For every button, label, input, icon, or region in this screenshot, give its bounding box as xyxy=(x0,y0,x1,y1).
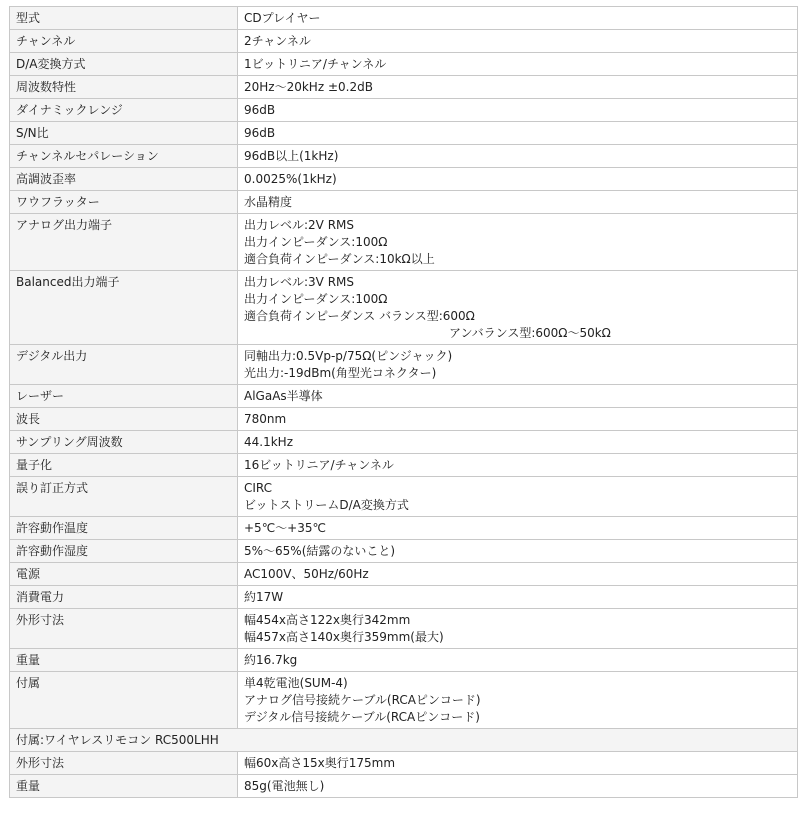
spec-value-line: 同軸出力:0.5Vp-p/75Ω(ピンジャック) xyxy=(244,349,453,363)
spec-key: チャンネル xyxy=(10,30,238,53)
spec-value xyxy=(238,431,798,454)
spec-table-body xyxy=(10,7,798,798)
spec-value-line: アナログ信号接続ケーブル(RCAピンコード) xyxy=(244,693,481,707)
spec-value-line: 約17W xyxy=(244,590,284,604)
spec-row xyxy=(10,345,798,385)
spec-value xyxy=(238,271,798,345)
spec-key: アナログ出力端子 xyxy=(10,214,238,271)
spec-value-line: デジタル信号接続ケーブル(RCAピンコード) xyxy=(244,710,480,724)
spec-value-line: 96dB xyxy=(244,126,276,140)
spec-value-line: 0.0025%(1kHz) xyxy=(244,172,337,186)
spec-value-line: 44.1kHz xyxy=(244,435,293,449)
spec-value xyxy=(238,191,798,214)
spec-value-line: 96dB xyxy=(244,103,276,117)
spec-value xyxy=(238,649,798,672)
spec-key: 量子化 xyxy=(10,454,238,477)
spec-value-line: CDプレイヤー xyxy=(244,11,321,25)
spec-row xyxy=(10,214,798,271)
spec-key: サンプリング周波数 xyxy=(10,431,238,454)
spec-value-line: 出力インピーダンス:100Ω xyxy=(244,292,388,306)
spec-value xyxy=(238,145,798,168)
spec-key: 型式 xyxy=(10,7,238,30)
spec-value xyxy=(238,408,798,431)
spec-key: 消費電力 xyxy=(10,586,238,609)
spec-key: ダイナミックレンジ xyxy=(10,99,238,122)
spec-row xyxy=(10,271,798,345)
spec-value-line: 2チャンネル xyxy=(244,34,311,48)
spec-row xyxy=(10,454,798,477)
spec-key: 重量 xyxy=(10,775,238,798)
spec-value xyxy=(238,76,798,99)
spec-row xyxy=(10,168,798,191)
spec-row xyxy=(10,385,798,408)
spec-value-line: 16ビットリニア/チャンネル xyxy=(244,458,394,472)
spec-key: 許容動作温度 xyxy=(10,517,238,540)
spec-value-line: 適合負荷インピーダンス:10kΩ以上 xyxy=(244,252,435,266)
spec-value xyxy=(238,586,798,609)
spec-key: 外形寸法 xyxy=(10,609,238,649)
spec-row xyxy=(10,672,798,729)
spec-value-line: 96dB以上(1kHz) xyxy=(244,149,339,163)
spec-value-line: 単4乾電池(SUM-4) xyxy=(244,676,348,690)
spec-key: チャンネルセパレーション xyxy=(10,145,238,168)
spec-value-line: 約16.7kg xyxy=(244,653,298,667)
spec-value-line: 1ビットリニア/チャンネル xyxy=(244,57,387,71)
spec-key: Balanced出力端子 xyxy=(10,271,238,345)
spec-row xyxy=(10,729,798,752)
spec-table-container xyxy=(9,6,798,798)
spec-row xyxy=(10,752,798,775)
spec-value-line: 幅60x高さ15x奥行175mm xyxy=(244,756,396,770)
spec-row xyxy=(10,649,798,672)
spec-row xyxy=(10,145,798,168)
spec-row xyxy=(10,191,798,214)
spec-value xyxy=(238,454,798,477)
spec-key: ワウフラッター xyxy=(10,191,238,214)
spec-row xyxy=(10,408,798,431)
spec-value-line: アンバランス型:600Ω～50kΩ xyxy=(449,326,611,340)
spec-row xyxy=(10,586,798,609)
spec-value xyxy=(238,477,798,517)
spec-value-line: 5%～65%(結露のないこと) xyxy=(244,544,396,558)
spec-value xyxy=(238,517,798,540)
spec-value-line: AC100V、50Hz/60Hz xyxy=(244,567,369,581)
spec-row xyxy=(10,76,798,99)
spec-value xyxy=(238,672,798,729)
spec-value xyxy=(238,345,798,385)
spec-value-line: 光出力:-19dBm(角型光コネクター) xyxy=(244,366,437,380)
spec-row xyxy=(10,53,798,76)
spec-value-line: AlGaAs半導体 xyxy=(244,389,323,403)
spec-value-line: 出力インピーダンス:100Ω xyxy=(244,235,388,249)
spec-key: S/N比 xyxy=(10,122,238,145)
spec-value xyxy=(238,540,798,563)
spec-row xyxy=(10,540,798,563)
spec-key: 外形寸法 xyxy=(10,752,238,775)
spec-value-line: 適合負荷インピーダンス バランス型:600Ω xyxy=(244,309,475,323)
spec-value xyxy=(238,563,798,586)
spec-value-line: 幅454x高さ122x奥行342mm xyxy=(244,613,411,627)
spec-value xyxy=(238,214,798,271)
spec-key: 波長 xyxy=(10,408,238,431)
spec-value-line: 20Hz～20kHz ±0.2dB xyxy=(244,80,373,94)
spec-key: 誤り訂正方式 xyxy=(10,477,238,517)
spec-value xyxy=(238,7,798,30)
spec-value-line: CIRC xyxy=(244,481,273,495)
spec-value xyxy=(238,30,798,53)
spec-value xyxy=(238,122,798,145)
spec-key: 重量 xyxy=(10,649,238,672)
spec-value-line: 780nm xyxy=(244,412,287,426)
spec-value-line: 出力レベル:2V RMS xyxy=(244,218,355,232)
spec-value-line: 出力レベル:3V RMS xyxy=(244,275,355,289)
spec-row xyxy=(10,30,798,53)
spec-row xyxy=(10,775,798,798)
spec-row xyxy=(10,563,798,586)
spec-value xyxy=(238,609,798,649)
spec-row xyxy=(10,609,798,649)
spec-value-line: 85g(電池無し) xyxy=(244,779,325,793)
spec-value-line: 幅457x高さ140x奥行359mm(最大) xyxy=(244,630,444,644)
spec-value xyxy=(238,53,798,76)
spec-value xyxy=(238,385,798,408)
spec-row xyxy=(10,7,798,30)
spec-key: 許容動作湿度 xyxy=(10,540,238,563)
spec-value-line: 水晶精度 xyxy=(244,195,293,209)
spec-section-label: 付属:ワイヤレスリモコン RC500LHH xyxy=(10,729,798,752)
spec-row xyxy=(10,517,798,540)
spec-value xyxy=(238,775,798,798)
spec-row xyxy=(10,477,798,517)
spec-key: 付属 xyxy=(10,672,238,729)
spec-row xyxy=(10,431,798,454)
spec-key: D/A変換方式 xyxy=(10,53,238,76)
spec-key: 高調波歪率 xyxy=(10,168,238,191)
spec-value xyxy=(238,99,798,122)
spec-row xyxy=(10,99,798,122)
spec-key: 周波数特性 xyxy=(10,76,238,99)
spec-value xyxy=(238,752,798,775)
spec-key: レーザー xyxy=(10,385,238,408)
spec-value-line: ビットストリームD/A変換方式 xyxy=(244,498,409,512)
spec-row xyxy=(10,122,798,145)
spec-key: デジタル出力 xyxy=(10,345,238,385)
spec-value xyxy=(238,168,798,191)
spec-value-line: +5℃～+35℃ xyxy=(244,521,326,535)
spec-key: 電源 xyxy=(10,563,238,586)
spec-table xyxy=(9,6,798,798)
